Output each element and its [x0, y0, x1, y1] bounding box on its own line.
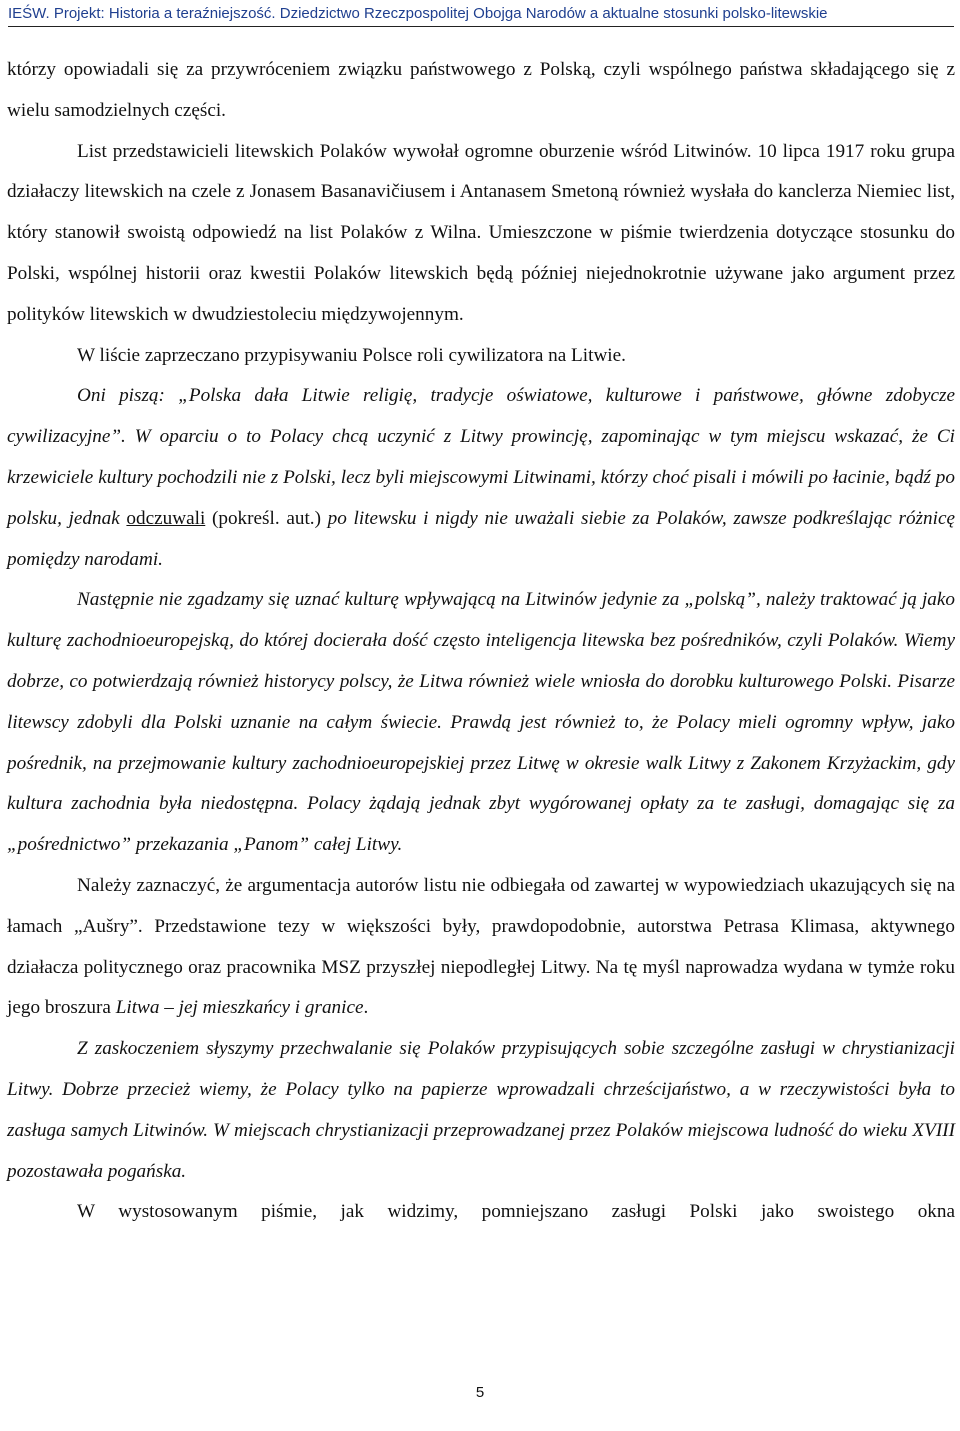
document-body [7, 50, 955, 1233]
quote-paragraph-three: Z zaskoczeniem słyszymy przechwalanie się Polaków przypisujących sobie szczególne zasługi w chrystianizacji Litwy. Dobrze przecież wiemy, że Polacy tylko na papierze wprowadzali chrześcijaństwo, a w rzeczywistości była to zasługa samych Litwinów. W miejscach chrystianizacji przeprowadzanej przez Polaków miejscowa ludność do wieku XVIII pozostawała pogańska. [7, 1038, 955, 1182]
paragraph-argumentation [7, 866, 955, 1029]
emphasis-note: (pokreśl. aut.) [205, 507, 328, 529]
quote-one-text: Oni piszą: „Polska dała Litwie religię, tradycje oświatowe, kulturowe i państwowe, główne zdobycze cywilizacyjne”. W oparciu o to Polacy chcą uczynić z Litwy prowincję, zapominając w tym miejscu wskazać, że Ci krzewiciele kultury pochodzili nie z Polski, lecz byli miejscowymi Litwinami, którzy choć pisali i mówili po łacinie, bądź po polsku, jednak [7, 385, 955, 529]
underlined-word: odczuwali [126, 507, 206, 529]
page-number: 5 [475, 1384, 485, 1401]
argumentation-text: Należy zaznaczyć, że argumentacja autorów listu nie odbiegała od zawartej w wypowiedziach ukazujących się na łamach „Aušry”. Przedstawione tezy w większości były, prawdopodobnie, autorstwa Petrasa Klimasa, aktywnego działacza politycznego oraz pracownika MSZ przyszłej niepodległej Litwy. Na tę myśl naprowadza wydana w tymże roku jego broszura [7, 874, 955, 1019]
running-header [8, 4, 954, 27]
header-project-title: Dziedzictwo Rzeczpospolitej Obojga Narodów a aktualne stosunki polsko-litewskie [275, 5, 828, 22]
quote-paragraph-one [7, 376, 955, 580]
header-institution: IEŚW. Projekt: Historia a teraźniejszość. [8, 5, 276, 22]
paragraph-continuation: którzy opowiadali się za przywróceniem związku państwowego z Polską, czyli wspólnego państwa składającego się z wielu samodzielnych części. [7, 59, 955, 121]
argumentation-end: . [363, 997, 369, 1019]
paragraph-list-reaction: List przedstawicieli litewskich Polaków wywołał ogromne oburzenie wśród Litwinów. 10 lipca 1917 roku grupa działaczy litewskich na czele z Jonasem Basanavičiusem i Antanasem Smetoną również wysłała do kanclerza Niemiec list, który stanowił swoistą odpowiedź na list Polaków z Wilna. Umieszczone w piśmie twierdzenia dotyczące stosunku do Polski, wspólnej historii oraz kwestii Polaków litewskich będą później niejednokrotnie używane jako argument przez polityków litewskich w dwudziestoleciu międzywojennym. [7, 140, 955, 325]
paragraph-window: W wystosowanym piśmie, jak widzimy, pomniejszano zasługi Polski jako swoistego okna [77, 1201, 955, 1223]
paragraph-civilizer-denial: W liście zaprzeczano przypisywaniu Polsce roli cywilizatora na Litwie. [77, 344, 626, 366]
quote-one-end: po litewsku i nigdy nie uważali siebie za Polaków, zawsze podkreślając różnicę pomiędzy narodami. [7, 507, 955, 570]
quote-paragraph-two: Następnie nie zgadzamy się uznać kulturę wpływającą na Litwinów jedynie za „polską”, należy traktować ją jako kulturę zachodnioeuropejską, do której docierała dość często inteligencja litewska bez pośredników, czyli Polaków. Wiemy dobrze, co potwierdzają również historycy polscy, że Litwa również wiele wniosła do dorobku kulturowego Polski. Pisarze litewscy zdobyli dla Polski uznanie na całym świecie. Prawdą jest również to, że Polacy mieli ogromny wpływ, jako pośrednik, na przejmowanie kultury zachodnioeuropejskiej przez Litwę w okresie walk Litwy z Zakonem Krzyżackim, gdy kultura zachodnia była niedostępna. Polacy żądają jednak zbyt wygórowanej opłaty za te zasługi, domagając się za „pośrednictwo” przekazania „Panom” całej Litwy. [7, 589, 955, 856]
brochure-title: Litwa – jej mieszkańcy i granice [115, 997, 364, 1019]
